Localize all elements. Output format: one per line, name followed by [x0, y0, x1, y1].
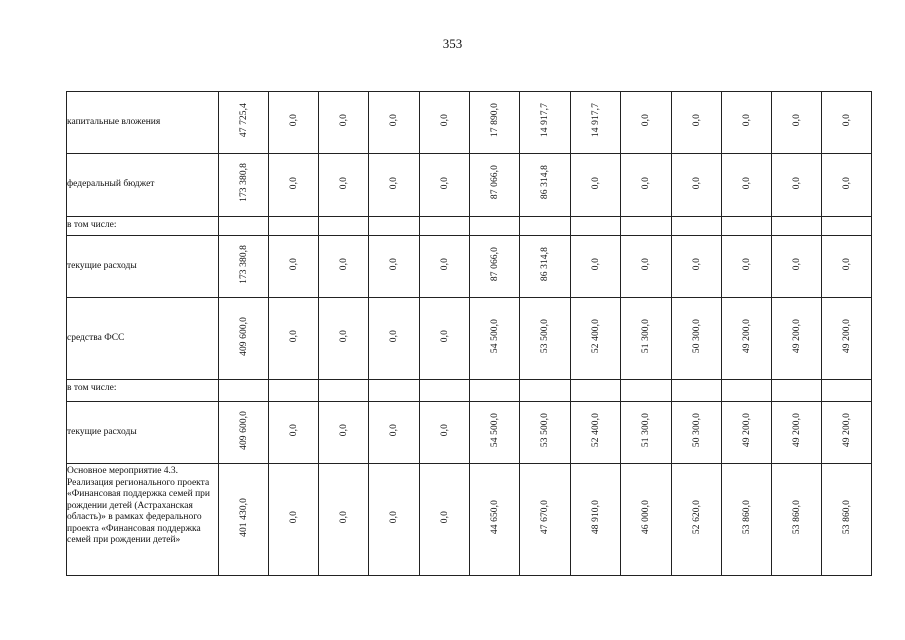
value-text: 0,0	[338, 258, 349, 271]
value-cell	[822, 380, 872, 402]
value-cell	[269, 236, 319, 298]
value-cell	[269, 464, 319, 576]
value-cell	[621, 236, 672, 298]
value-cell	[672, 464, 722, 576]
value-cell	[420, 464, 470, 576]
value-cell	[822, 464, 872, 576]
value-text: 53 860,0	[791, 499, 802, 535]
value-text: 0,0	[389, 176, 399, 189]
budget-table	[66, 91, 872, 576]
value-cell	[571, 298, 621, 380]
value-cell	[571, 236, 621, 298]
value-cell	[269, 92, 319, 154]
value-text: 54 500,0	[489, 318, 500, 354]
value-cell	[772, 298, 822, 380]
value-text: 0,0	[590, 176, 601, 189]
value-text: 49 200,0	[791, 318, 802, 354]
value-cell	[571, 380, 621, 402]
value-cell	[520, 92, 571, 154]
value-text: 0,0	[691, 176, 702, 189]
value-cell	[470, 217, 520, 236]
value-cell	[470, 236, 520, 298]
value-text: 173 380,8	[238, 163, 249, 202]
value-text: 49 200,0	[741, 412, 752, 448]
value-text: 0,0	[288, 258, 299, 271]
value-text: 0,0	[338, 330, 349, 343]
value-cell	[772, 380, 822, 402]
value-cell	[772, 236, 822, 298]
value-text: 0,0	[389, 511, 399, 524]
row-label: в том числе:	[67, 380, 219, 402]
row-label: федеральный бюджет	[67, 154, 219, 217]
value-cell	[571, 92, 621, 154]
value-text: 0,0	[288, 424, 299, 437]
value-text: 0,0	[691, 114, 702, 127]
value-cell	[319, 298, 369, 380]
value-cell	[420, 92, 470, 154]
value-cell	[319, 236, 369, 298]
value-cell	[369, 402, 420, 464]
value-text: 0,0	[439, 511, 450, 524]
value-cell	[772, 92, 822, 154]
value-text: 0,0	[691, 258, 702, 271]
value-cell	[319, 217, 369, 236]
value-cell	[470, 92, 520, 154]
value-cell	[822, 92, 872, 154]
value-text: 0,0	[338, 424, 349, 437]
value-text: 0,0	[288, 330, 299, 343]
value-cell	[369, 154, 420, 217]
value-text: 409 600,0	[238, 316, 249, 356]
value-text: 409 600,0	[238, 410, 249, 450]
value-cell	[571, 154, 621, 217]
value-cell	[369, 217, 420, 236]
value-text: 47 670,0	[540, 499, 550, 535]
value-cell	[772, 402, 822, 464]
value-text: 14 917,7	[540, 102, 550, 138]
value-cell	[822, 217, 872, 236]
value-text: 53 860,0	[741, 499, 752, 535]
value-text: 0,0	[841, 114, 852, 127]
value-cell	[219, 217, 269, 236]
value-text: 17 890,0	[489, 102, 500, 138]
value-cell	[621, 217, 672, 236]
value-cell	[369, 298, 420, 380]
row-label: средства ФСС	[67, 298, 219, 380]
value-cell	[571, 217, 621, 236]
value-cell	[420, 217, 470, 236]
value-cell	[722, 380, 772, 402]
value-cell	[722, 217, 772, 236]
value-cell	[621, 298, 672, 380]
value-cell	[672, 217, 722, 236]
value-text: 86 314,8	[540, 246, 550, 282]
table-row	[67, 217, 872, 236]
value-cell	[269, 154, 319, 217]
value-text: 401 430,0	[238, 497, 249, 537]
value-cell	[772, 464, 822, 576]
value-text: 0,0	[641, 258, 651, 271]
value-text: 0,0	[641, 176, 651, 189]
table-row	[67, 380, 872, 402]
value-text: 0,0	[288, 176, 299, 189]
value-cell	[672, 380, 722, 402]
row-label: текущие расходы	[67, 402, 219, 464]
value-cell	[621, 380, 672, 402]
value-cell	[520, 217, 571, 236]
value-cell	[772, 154, 822, 217]
value-cell	[672, 298, 722, 380]
value-cell	[672, 154, 722, 217]
value-cell	[420, 298, 470, 380]
value-text: 0,0	[389, 424, 399, 437]
value-text: 49 200,0	[741, 318, 752, 354]
value-cell	[520, 402, 571, 464]
value-cell	[722, 92, 772, 154]
value-text: 49 200,0	[791, 412, 802, 448]
table-row	[67, 464, 872, 576]
value-cell	[470, 298, 520, 380]
value-cell	[420, 154, 470, 217]
value-cell	[219, 92, 269, 154]
value-text: 0,0	[389, 114, 399, 127]
value-cell	[520, 154, 571, 217]
value-text: 86 314,8	[540, 165, 550, 200]
value-text: 48 910,0	[590, 499, 601, 535]
value-cell	[319, 402, 369, 464]
value-cell	[369, 464, 420, 576]
value-cell	[269, 298, 319, 380]
row-label: капитальные вложения	[67, 92, 219, 154]
value-cell	[722, 402, 772, 464]
value-cell	[822, 154, 872, 217]
value-text: 0,0	[791, 258, 802, 271]
value-text: 49 200,0	[841, 318, 852, 354]
value-cell	[219, 380, 269, 402]
value-text: 0,0	[439, 176, 450, 189]
value-text: 0,0	[791, 114, 802, 127]
value-cell	[420, 236, 470, 298]
value-cell	[470, 154, 520, 217]
value-cell	[319, 154, 369, 217]
value-text: 87 066,0	[489, 246, 500, 282]
value-cell	[420, 380, 470, 402]
table-row	[67, 298, 872, 380]
value-text: 50 300,0	[691, 318, 702, 354]
value-cell	[219, 154, 269, 217]
value-text: 0,0	[338, 511, 349, 524]
value-cell	[269, 402, 319, 464]
value-text: 53 500,0	[540, 318, 550, 354]
value-cell	[219, 464, 269, 576]
table-row	[67, 154, 872, 217]
value-text: 53 860,0	[841, 499, 852, 535]
value-text: 50 300,0	[691, 412, 702, 448]
value-text: 0,0	[338, 176, 349, 189]
page-number: 353	[442, 36, 463, 51]
value-text: 49 200,0	[841, 412, 852, 448]
value-text: 14 917,7	[590, 102, 601, 138]
value-text: 47 725,4	[238, 102, 249, 138]
value-cell	[369, 236, 420, 298]
value-cell	[470, 380, 520, 402]
value-cell	[269, 380, 319, 402]
value-text: 87 066,0	[489, 165, 500, 200]
value-cell	[520, 298, 571, 380]
value-cell	[822, 236, 872, 298]
value-cell	[621, 464, 672, 576]
value-text: 0,0	[389, 330, 399, 343]
value-cell	[621, 154, 672, 217]
row-label: текущие расходы	[67, 236, 219, 298]
value-text: 0,0	[741, 114, 752, 127]
value-cell	[672, 236, 722, 298]
value-cell	[219, 236, 269, 298]
value-text: 0,0	[590, 258, 601, 271]
value-cell	[571, 464, 621, 576]
value-cell	[621, 402, 672, 464]
value-cell	[219, 402, 269, 464]
value-text: 46 000,0	[641, 499, 651, 535]
value-text: 0,0	[741, 258, 752, 271]
value-cell	[269, 217, 319, 236]
table-row	[67, 92, 872, 154]
value-text: 53 500,0	[540, 412, 550, 448]
value-cell	[822, 402, 872, 464]
value-cell	[470, 464, 520, 576]
value-cell	[571, 402, 621, 464]
value-text: 52 400,0	[590, 412, 601, 448]
value-text: 0,0	[439, 330, 450, 343]
row-label: в том числе:	[67, 217, 219, 236]
value-cell	[369, 380, 420, 402]
value-cell	[520, 236, 571, 298]
table-row	[67, 236, 872, 298]
value-cell	[319, 464, 369, 576]
row-label: Основное мероприятие 4.3. Реализация регионального проекта «Финансовая поддержка семей при рождении детей (Астраханская область)» в рамках федерального проекта «Финансовая поддержка семей при рождении детей»	[67, 464, 219, 576]
value-text: 0,0	[439, 424, 450, 437]
value-text: 173 380,8	[238, 244, 249, 284]
value-cell	[520, 464, 571, 576]
value-text: 0,0	[288, 114, 299, 127]
value-text: 0,0	[841, 258, 852, 271]
value-cell	[822, 298, 872, 380]
value-text: 51 300,0	[641, 318, 651, 354]
value-cell	[369, 92, 420, 154]
value-text: 54 500,0	[489, 412, 500, 448]
value-text: 0,0	[741, 176, 752, 189]
value-text: 0,0	[841, 176, 852, 189]
value-cell	[621, 92, 672, 154]
value-text: 52 400,0	[590, 318, 601, 354]
value-text: 0,0	[439, 258, 450, 271]
value-text: 52 620,0	[691, 499, 702, 535]
value-text: 0,0	[791, 176, 802, 189]
value-cell	[672, 92, 722, 154]
value-cell	[470, 402, 520, 464]
value-text: 0,0	[641, 114, 651, 127]
table-row	[67, 402, 872, 464]
value-cell	[722, 154, 772, 217]
value-cell	[219, 298, 269, 380]
value-cell	[319, 92, 369, 154]
value-cell	[420, 402, 470, 464]
value-text: 0,0	[439, 114, 450, 127]
value-text: 0,0	[338, 114, 349, 127]
value-cell	[722, 298, 772, 380]
value-text: 0,0	[389, 258, 399, 271]
value-cell	[319, 380, 369, 402]
value-cell	[520, 380, 571, 402]
value-text: 0,0	[288, 511, 299, 524]
value-cell	[722, 464, 772, 576]
value-cell	[672, 402, 722, 464]
value-cell	[772, 217, 822, 236]
value-cell	[722, 236, 772, 298]
value-text: 51 300,0	[641, 412, 651, 448]
value-text: 44 650,0	[489, 499, 500, 535]
